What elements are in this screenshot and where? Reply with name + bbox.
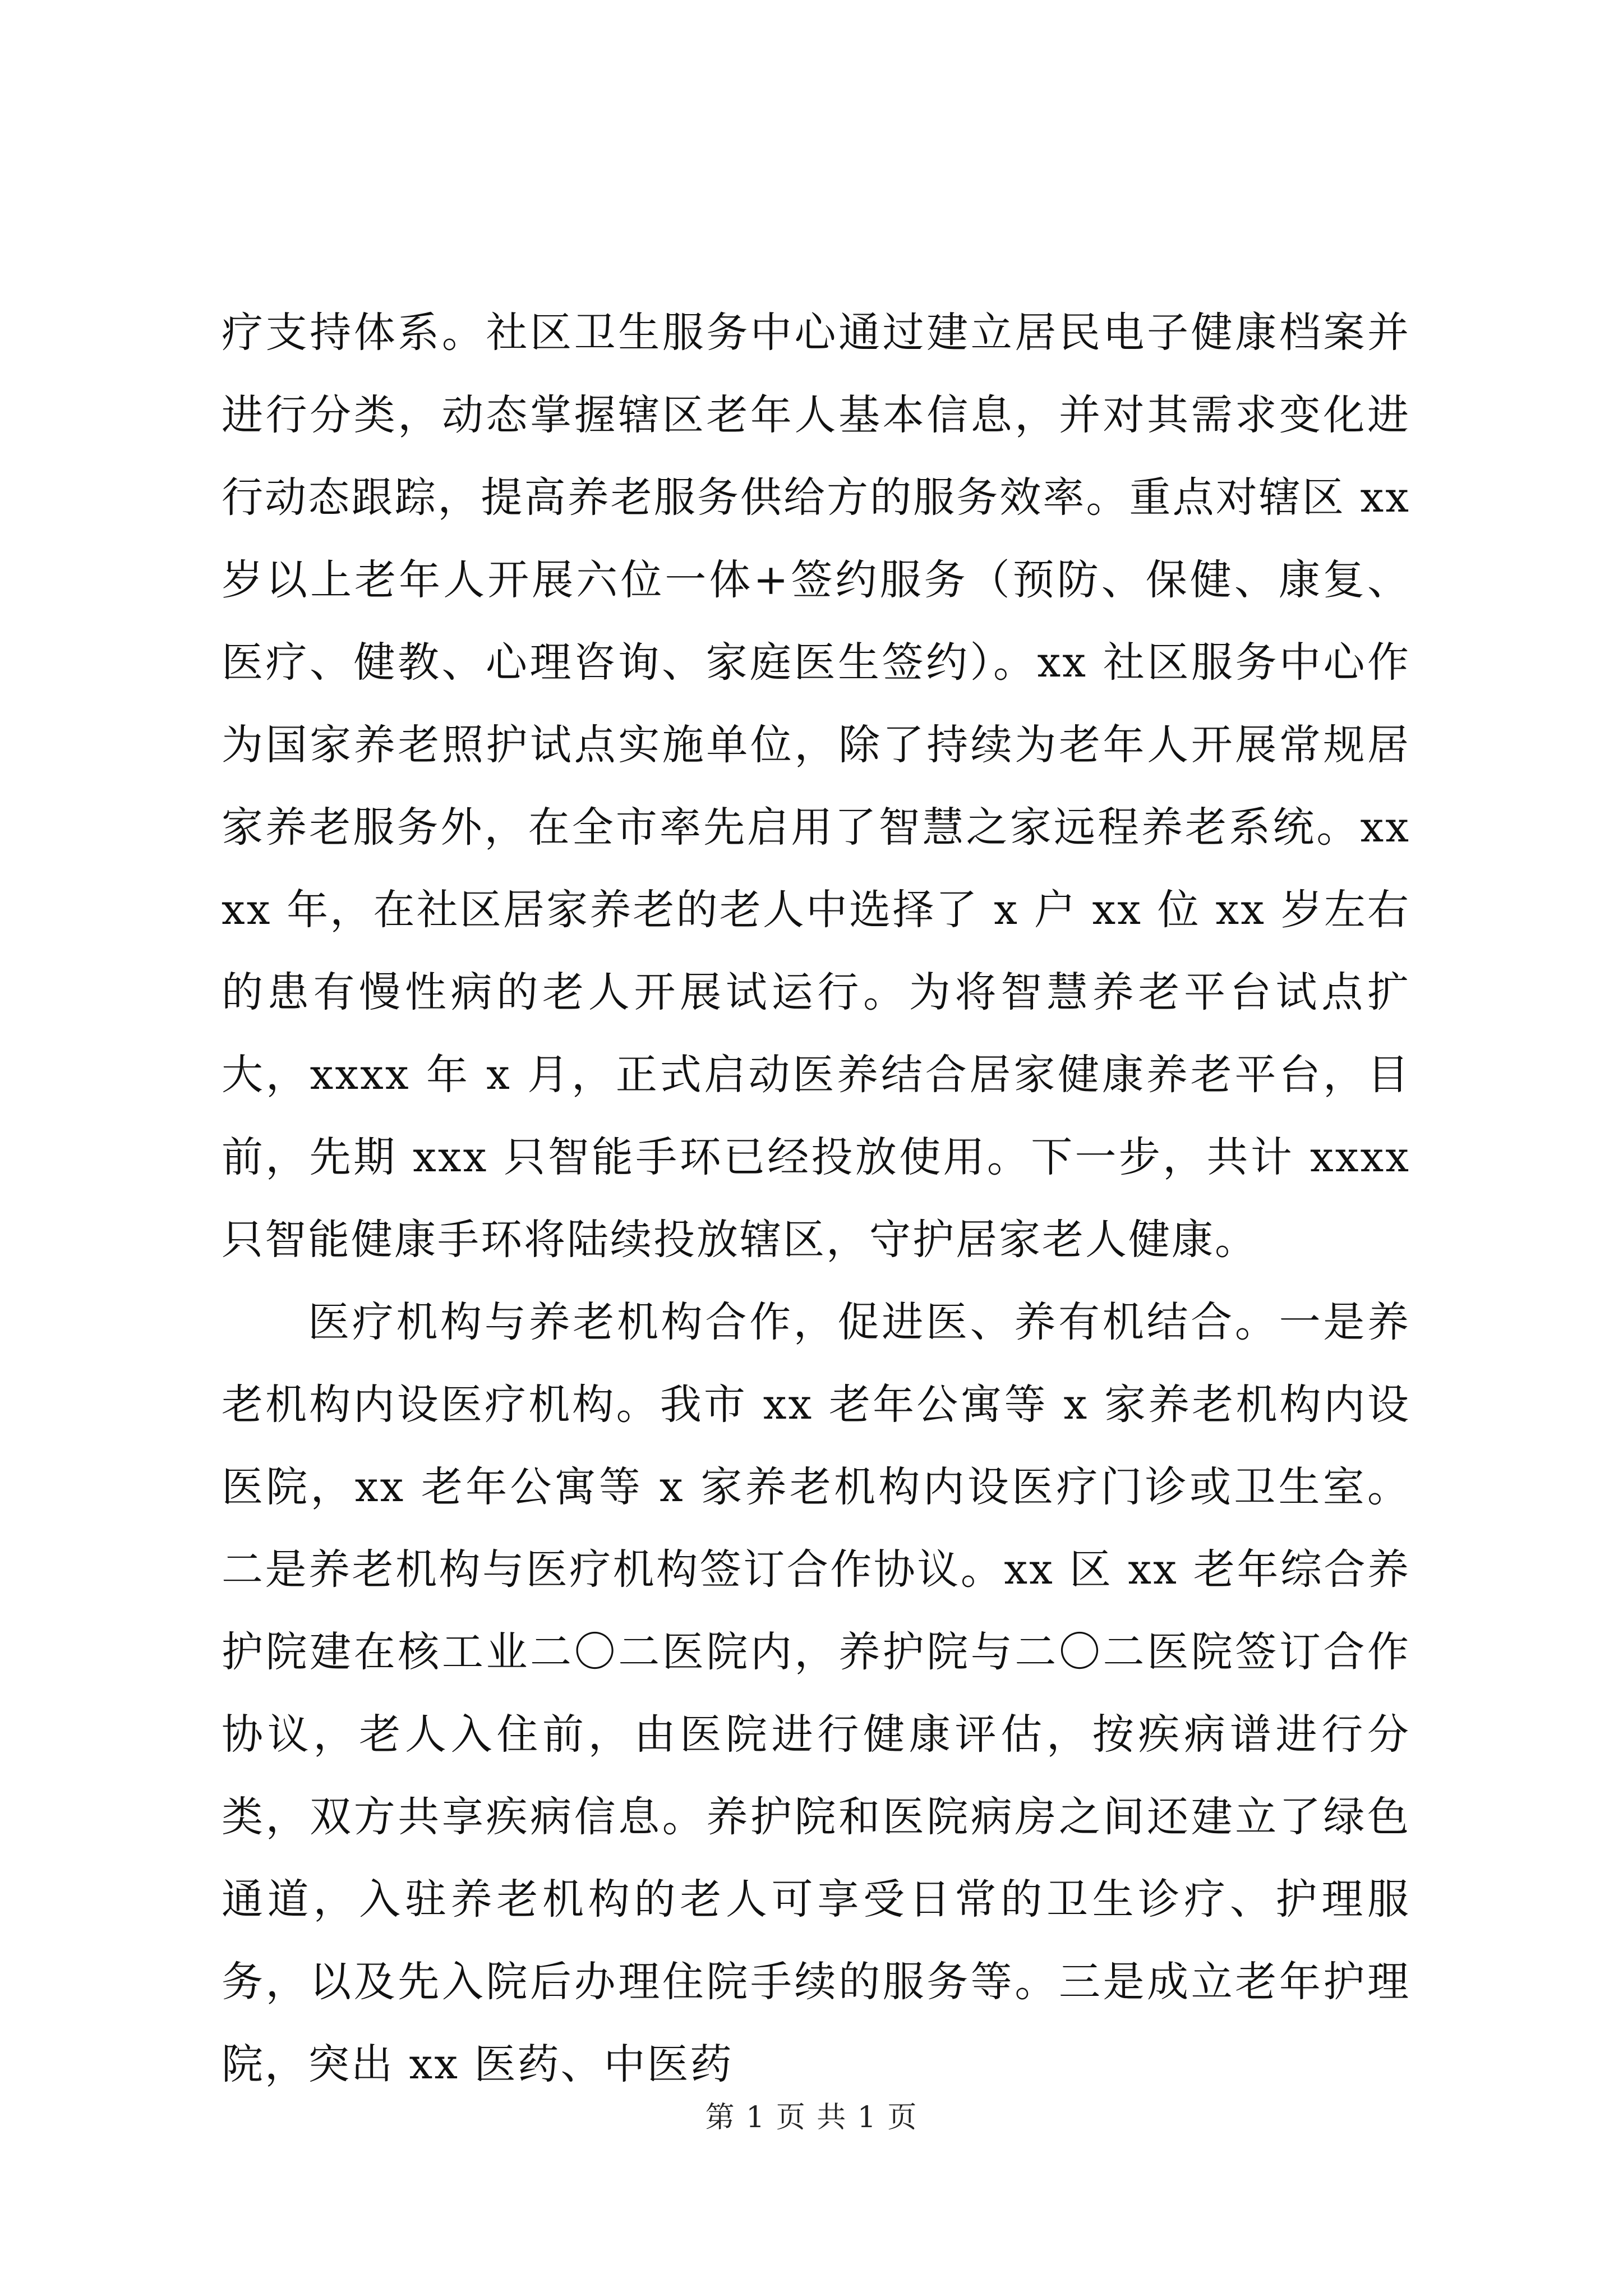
page-footer: 第 1 页 共 1 页 — [705, 2101, 918, 2134]
document-body — [222, 292, 1426, 2088]
paragraph-medical-cooperation: 医疗机构与养老机构合作，促进医、养有机结合。一是养老机构内设医疗机构。我市 xx 老年公寓等 x 家养老机构内设医院，xx 老年公寓等 x 家养老机构内设医疗门诊或卫生室。二是养老机构与医疗机构签订合作协议。xx 区 xx 老年综合养护院建在核工业二〇二医院内，养护院与二〇二医院签订合作协议，老人入住前，由医院进行健康评估，按疾病谱进行分类，双方共享疾病信息。养护院和医院病房之间还建立了绿色通道，入驻养老机构的老人可享受日常的卫生诊疗、护理服务，以及先入院后办理住院手续的服务等。三是成立老年护理院，突出 xx 医药、中医药 — [222, 1298, 1410, 2088]
paragraph-continued: 疗支持体系。社区卫生服务中心通过建立居民电子健康档案并进行分类，动态掌握辖区老年人基本信息，并对其需求变化进行动态跟踪，提高养老服务供给方的服务效率。重点对辖区 xx 岁以上老年人开展六位一体+签约服务（预防、保健、康复、医疗、健教、心理咨询、家庭医生签约）。xx 社区服务中心作为国家养老照护试点实施单位，除了持续为老年人开展常规居家养老服务外，在全市率先启用了智慧之家远程养老系统。xxxx 年，在社区居家养老的老人中选择了 x 户 xx 位 xx 岁左右的患有慢性病的老人开展试运行。为将智慧养老平台试点扩大，xxxx 年 x 月，正式启动医养结合居家健康养老平台，目前，先期 xxx 只智能手环已经投放使用。下一步，共计 xxxx 只智能健康手环将陆续投放辖区，守护居家老人健康。 — [222, 309, 1426, 1264]
